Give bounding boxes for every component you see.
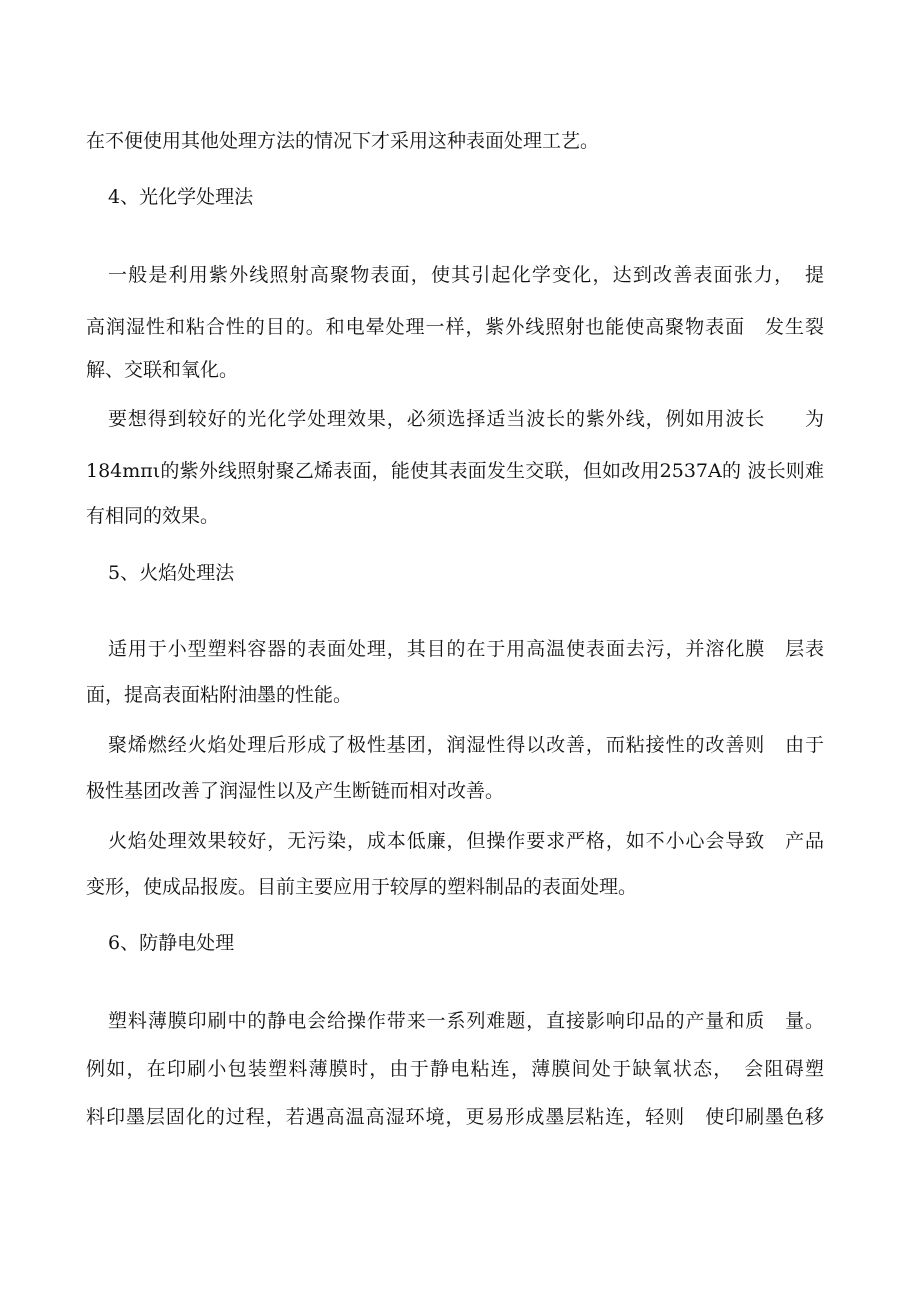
section-heading-photochemical: 4、光化学处理法 <box>108 186 254 208</box>
section-heading-antistatic: 6、防静电处理 <box>108 932 235 954</box>
text-line: 184mπι的紫外线照射聚乙烯表面，能使其表面发生交联，但如改用2537A的 波长则难 <box>86 460 824 482</box>
text-line: 适用于小型塑料容器的表面处理，其目的在于用高温使表面去污，并溶化膜 层表 <box>108 638 824 660</box>
text-line: 有相同的效果。 <box>86 505 220 527</box>
text-line: 面，提高表面粘附油墨的性能。 <box>86 684 353 706</box>
text-line: 聚烯燃经火焰处理后形成了极性基团，润湿性得以改善，而粘接性的改善则 由于 <box>108 734 824 756</box>
text-line: 极性基团改善了润湿性以及产生断链而相对改善。 <box>86 780 505 802</box>
text-line: 料印墨层固化的过程，若遇高温高湿环境，更易形成墨层粘连，轻则 使印刷墨色移 <box>86 1106 824 1128</box>
text-line: 要想得到较好的光化学处理效果，必须选择适当波长的紫外线，例如用波长 为 <box>108 408 824 430</box>
text-line: 一般是利用紫外线照射高聚物表面，使其引起化学变化，达到改善表面张力， 提 <box>108 264 824 286</box>
section-heading-flame: 5、火焰处理法 <box>108 562 235 584</box>
text-line: 塑料薄膜印刷中的静电会给操作带来一系列难题，直接影响印品的产量和质 量。 <box>108 1010 824 1032</box>
text-line: 火焰处理效果较好，无污染，成本低廉，但操作要求严格，如不小心会导致 产品 <box>108 830 824 852</box>
text-line: 高润湿性和粘合性的目的。和电晕处理一样，紫外线照射也能使高聚物表面 发生裂 <box>86 316 824 338</box>
text-line: 解、交联和氧化。 <box>86 359 239 381</box>
text-line: 变形，使成品报废。目前主要应用于较厚的塑料制品的表面处理。 <box>86 876 638 898</box>
text-line: 在不便使用其他处理方法的情况下才采用这种表面处理工艺。 <box>86 130 600 152</box>
text-line: 例如，在印刷小包装塑料薄膜时，由于静电粘连，薄膜间处于缺氧状态， 会阻碍塑 <box>86 1058 824 1080</box>
